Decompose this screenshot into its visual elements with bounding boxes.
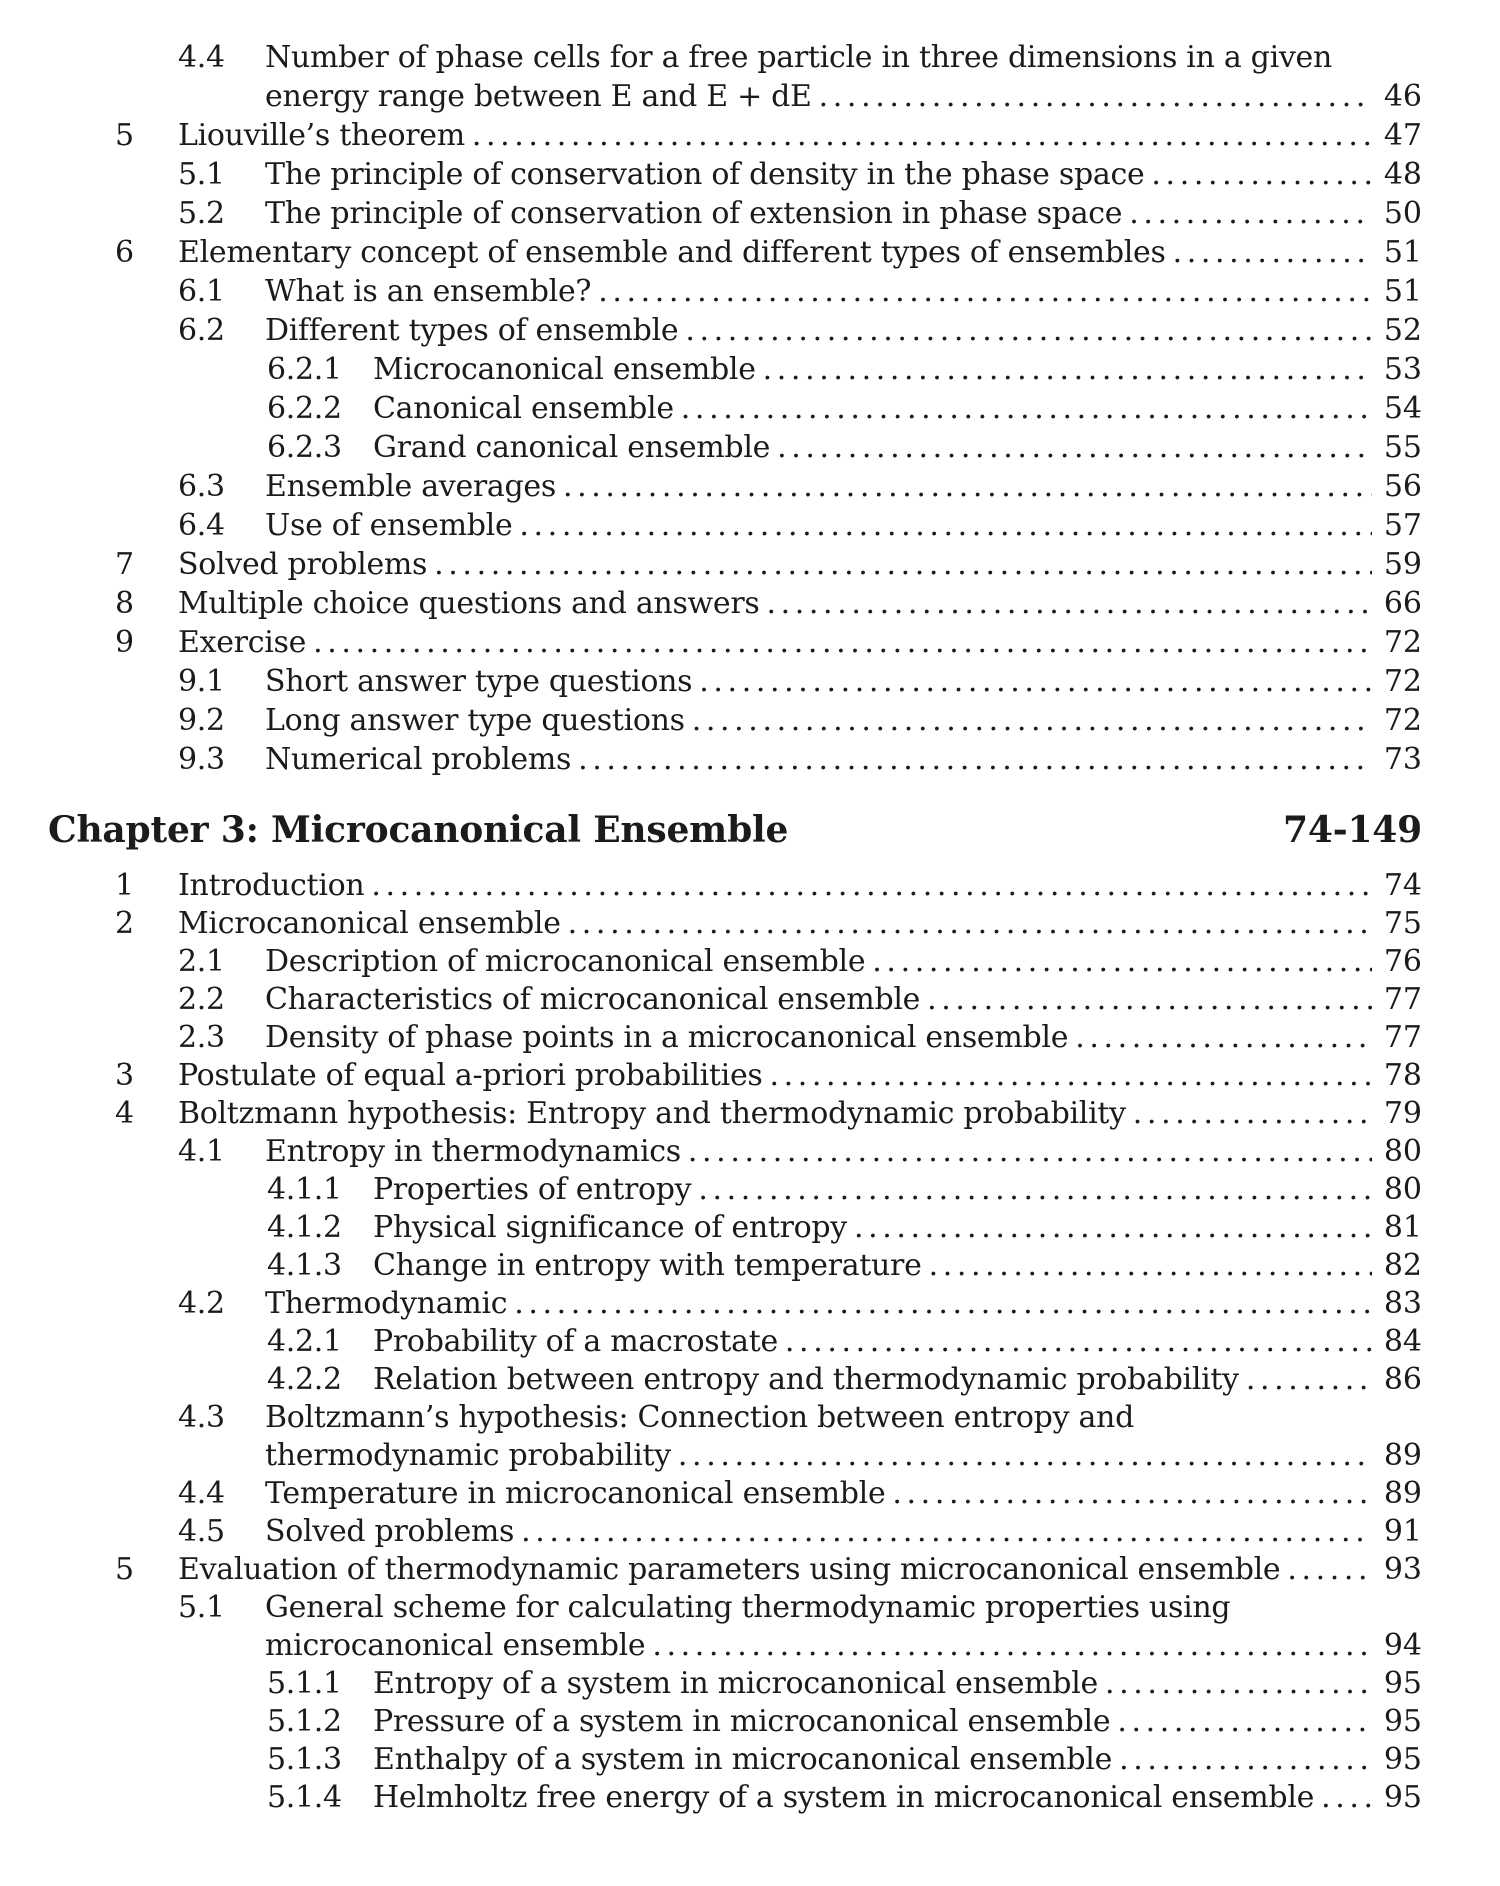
dot-leader bbox=[920, 981, 1377, 1019]
toc-entry-page: 53 bbox=[1383, 352, 1422, 387]
toc-entry bbox=[0, 1171, 1422, 1209]
toc-entry bbox=[0, 311, 1422, 350]
toc-entry bbox=[0, 1323, 1422, 1361]
toc-entry bbox=[0, 1475, 1422, 1513]
toc-entry-page: 95 bbox=[1383, 1704, 1422, 1739]
toc-entry-page: 91 bbox=[1383, 1514, 1422, 1549]
toc-entry-number: 5 bbox=[115, 118, 134, 153]
dot-leader bbox=[306, 623, 1377, 662]
dot-leader bbox=[1098, 1665, 1377, 1703]
toc-entry-page: 77 bbox=[1383, 982, 1422, 1017]
dot-leader bbox=[885, 1475, 1376, 1513]
toc-entry bbox=[0, 1551, 1422, 1589]
toc-entry-number: 6.2.3 bbox=[267, 430, 342, 465]
dot-leader bbox=[763, 1057, 1377, 1095]
toc-entry-title: What is an ensemble? bbox=[265, 274, 592, 309]
dot-leader bbox=[1112, 1741, 1377, 1779]
toc-entry-number: 4.1 bbox=[178, 1134, 225, 1169]
toc-entry-number: 4 bbox=[115, 1096, 134, 1131]
toc-entry-number: 4.1.3 bbox=[267, 1248, 342, 1283]
dot-leader bbox=[865, 943, 1377, 981]
toc-entry-title: Description of microcanonical ensemble bbox=[265, 944, 866, 979]
toc-entry-title: Enthalpy of a system in microcanonical ensemble bbox=[373, 1742, 1113, 1777]
dot-leader bbox=[556, 467, 1377, 506]
toc-entry-number: 4.1.1 bbox=[267, 1172, 342, 1207]
toc-entry-page: 51 bbox=[1383, 274, 1422, 309]
toc-entry-title: Microcanonical ensemble bbox=[178, 906, 561, 941]
toc-entry-title: Microcanonical ensemble bbox=[373, 352, 756, 387]
toc-entry-number: 2.1 bbox=[178, 944, 225, 979]
toc-entry-page: 95 bbox=[1383, 1742, 1422, 1777]
toc-entry-page: 81 bbox=[1383, 1210, 1422, 1245]
toc-entry-title: Pressure of a system in microcanonical ensemble bbox=[373, 1704, 1111, 1739]
toc-entry-title: Thermodynamic bbox=[265, 1286, 508, 1321]
chapter-page-range: 74-149 bbox=[1283, 809, 1422, 851]
dot-leader bbox=[507, 1285, 1377, 1323]
toc-entry bbox=[0, 867, 1422, 905]
chapter-heading bbox=[48, 808, 1422, 852]
toc-entry-title: Boltzmann’s hypothesis: Connection between entropy and bbox=[265, 1400, 1134, 1435]
toc-entry-title: energy range between E and E + dE bbox=[265, 79, 812, 114]
toc-entry-number: 4.3 bbox=[178, 1400, 225, 1435]
toc-entry-number: 7 bbox=[115, 547, 134, 582]
toc-entry-page: 66 bbox=[1383, 586, 1422, 621]
toc-entry-title: Properties of entropy bbox=[373, 1172, 692, 1207]
toc-entry bbox=[0, 1095, 1422, 1133]
toc-entry-title: Liouville’s theorem bbox=[178, 118, 465, 153]
dot-leader bbox=[681, 1133, 1377, 1171]
toc-entry-number: 5.1.4 bbox=[267, 1780, 342, 1815]
toc-entry bbox=[0, 1361, 1422, 1399]
toc-entry-title: Elementary concept of ensemble and different types of ensembles bbox=[178, 235, 1166, 270]
toc-entry-number: 9 bbox=[115, 625, 134, 660]
toc-entry-page: 75 bbox=[1383, 906, 1422, 941]
toc-entry-title: Physical significance of entropy bbox=[373, 1210, 847, 1245]
dot-leader bbox=[760, 584, 1377, 623]
toc-entry-title: General scheme for calculating thermodynamic properties using bbox=[265, 1590, 1231, 1625]
toc-entry-page: 80 bbox=[1383, 1172, 1422, 1207]
toc-entry bbox=[0, 1285, 1422, 1323]
toc-entry-page: 94 bbox=[1383, 1628, 1422, 1663]
toc-entry bbox=[0, 1741, 1422, 1779]
toc-entry-page: 48 bbox=[1383, 157, 1422, 192]
toc-entry-page: 57 bbox=[1383, 508, 1422, 543]
toc-entry bbox=[0, 272, 1422, 311]
toc-entry-title: Multiple choice questions and answers bbox=[178, 586, 760, 621]
toc-entry-page: 93 bbox=[1383, 1552, 1422, 1587]
toc-entry-title: Probability of a macrostate bbox=[373, 1324, 778, 1359]
dot-leader bbox=[1110, 1703, 1377, 1741]
chapter-title: Chapter 3: Microcanonical Ensemble bbox=[48, 809, 789, 851]
toc-entry-number: 1 bbox=[115, 868, 134, 903]
toc-list-before-chapter bbox=[0, 0, 1500, 779]
toc-entry-page: 72 bbox=[1383, 625, 1422, 660]
dot-leader bbox=[1280, 1551, 1376, 1589]
toc-entry bbox=[0, 389, 1422, 428]
toc-entry-title: Long answer type questions bbox=[265, 703, 685, 738]
toc-entry-page: 52 bbox=[1383, 313, 1422, 348]
dot-leader bbox=[847, 1209, 1377, 1247]
toc-entry-title: Ensemble averages bbox=[265, 469, 556, 504]
dot-leader bbox=[685, 701, 1377, 740]
toc-entry-page: 77 bbox=[1383, 1020, 1422, 1055]
toc-entry-number: 4.4 bbox=[178, 40, 225, 75]
toc-entry-page: 72 bbox=[1383, 703, 1422, 738]
toc-entry-number: 6.1 bbox=[178, 274, 225, 309]
toc-entry-page: 50 bbox=[1383, 196, 1422, 231]
toc-entry-number: 6.2 bbox=[178, 313, 225, 348]
toc-entry-number: 6.3 bbox=[178, 469, 225, 504]
toc-entry bbox=[0, 350, 1422, 389]
toc-entry-number: 8 bbox=[115, 586, 134, 621]
toc-entry bbox=[0, 1133, 1422, 1171]
toc-entry-title: Numerical problems bbox=[265, 742, 572, 777]
toc-entry-number: 5.1.3 bbox=[267, 1742, 342, 1777]
toc-entry-title: Solved problems bbox=[265, 1514, 515, 1549]
toc-entry-title: Canonical ensemble bbox=[373, 391, 674, 426]
toc-entry bbox=[0, 194, 1422, 233]
toc-entry bbox=[0, 116, 1422, 155]
toc-entry-page: 83 bbox=[1383, 1286, 1422, 1321]
toc-entry-title: Entropy in thermodynamics bbox=[265, 1134, 681, 1169]
toc-entry-page: 80 bbox=[1383, 1134, 1422, 1169]
toc-entry bbox=[0, 545, 1422, 584]
toc-entry bbox=[0, 1057, 1422, 1095]
toc-entry bbox=[0, 1399, 1422, 1437]
toc-entry-title: Relation between entropy and thermodynamic probability bbox=[373, 1362, 1239, 1397]
toc-entry-page: 89 bbox=[1383, 1476, 1422, 1511]
dot-leader bbox=[756, 350, 1377, 389]
dot-leader bbox=[1068, 1019, 1377, 1057]
toc-entry-number: 6.2.2 bbox=[267, 391, 342, 426]
toc-entry-title: Density of phase points in a microcanonical ensemble bbox=[265, 1020, 1069, 1055]
toc-entry-title: Temperature in microcanonical ensemble bbox=[265, 1476, 886, 1511]
toc-entry-title: The principle of conservation of density in the phase space bbox=[265, 157, 1145, 192]
toc-entry-number: 9.1 bbox=[178, 664, 225, 699]
toc-entry-number: 5 bbox=[115, 1552, 134, 1587]
toc-entry-page: 95 bbox=[1383, 1780, 1422, 1815]
dot-leader bbox=[778, 1323, 1377, 1361]
toc-entry-number: 5.1.2 bbox=[267, 1704, 342, 1739]
toc-entry-continuation bbox=[265, 1437, 1422, 1475]
dot-leader bbox=[770, 428, 1377, 467]
toc-entry-number: 5.1.1 bbox=[267, 1666, 342, 1701]
toc-entry-number: 2.2 bbox=[178, 982, 225, 1017]
toc-entry bbox=[0, 1513, 1422, 1551]
dot-leader bbox=[514, 1513, 1377, 1551]
toc-entry-number: 3 bbox=[115, 1058, 134, 1093]
toc-entry-page: 89 bbox=[1383, 1438, 1422, 1473]
toc-entry-number: 5.1 bbox=[178, 157, 225, 192]
toc-entry-page: 51 bbox=[1383, 235, 1422, 270]
dot-leader bbox=[561, 905, 1377, 943]
toc-entry-page: 95 bbox=[1383, 1666, 1422, 1701]
toc-entry bbox=[0, 38, 1422, 77]
toc-entry-continuation bbox=[265, 1627, 1422, 1665]
dot-leader bbox=[1166, 233, 1377, 272]
toc-entry-page: 78 bbox=[1383, 1058, 1422, 1093]
dot-leader bbox=[1126, 1095, 1377, 1133]
toc-entry-title: Characteristics of microcanonical ensemble bbox=[265, 982, 921, 1017]
dot-leader bbox=[645, 1627, 1376, 1665]
dot-leader bbox=[812, 77, 1377, 116]
toc-entry-title: Different types of ensemble bbox=[265, 313, 679, 348]
toc-entry-title: Change in entropy with temperature bbox=[373, 1248, 922, 1283]
toc-entry bbox=[0, 1589, 1422, 1627]
toc-entry-number: 4.2 bbox=[178, 1286, 225, 1321]
dot-leader bbox=[512, 506, 1376, 545]
toc-entry-title: Evaluation of thermodynamic parameters using microcanonical ensemble bbox=[178, 1552, 1281, 1587]
toc-entry bbox=[0, 1019, 1422, 1057]
toc-entry-page: 47 bbox=[1383, 118, 1422, 153]
dot-leader bbox=[674, 389, 1377, 428]
toc-entry-page: 79 bbox=[1383, 1096, 1422, 1131]
toc-entry-page: 74 bbox=[1383, 868, 1422, 903]
toc-entry-title: Use of ensemble bbox=[265, 508, 513, 543]
toc-entry-page: 73 bbox=[1383, 742, 1422, 777]
toc-entry-page: 56 bbox=[1383, 469, 1422, 504]
dot-leader bbox=[571, 740, 1377, 779]
toc-entry-title: The principle of conservation of extension in phase space bbox=[265, 196, 1123, 231]
toc-entry-number: 2 bbox=[115, 906, 134, 941]
toc-entry bbox=[0, 428, 1422, 467]
dot-leader bbox=[591, 272, 1377, 311]
toc-entry-page: 86 bbox=[1383, 1362, 1422, 1397]
toc-entry bbox=[0, 905, 1422, 943]
toc-entry-number: 4.2.2 bbox=[267, 1362, 342, 1397]
toc-entry bbox=[0, 740, 1422, 779]
dot-leader bbox=[678, 311, 1376, 350]
dot-leader bbox=[1144, 155, 1376, 194]
toc-entry-continuation bbox=[265, 77, 1422, 116]
dot-leader bbox=[1314, 1779, 1377, 1817]
toc-entry-page: 76 bbox=[1383, 944, 1422, 979]
toc-entry-title: Boltzmann hypothesis: Entropy and thermodynamic probability bbox=[178, 1096, 1126, 1131]
toc-entry-page: 82 bbox=[1383, 1248, 1422, 1283]
toc-entry-title: Exercise bbox=[178, 625, 307, 660]
dot-leader bbox=[364, 867, 1376, 905]
toc-entry bbox=[0, 1247, 1422, 1285]
toc-entry bbox=[0, 1665, 1422, 1703]
toc-entry-page: 46 bbox=[1383, 79, 1422, 114]
toc-entry bbox=[0, 506, 1422, 545]
toc-entry-number: 4.2.1 bbox=[267, 1324, 342, 1359]
toc-entry-page: 55 bbox=[1383, 430, 1422, 465]
dot-leader bbox=[922, 1247, 1377, 1285]
toc-entry-number: 6.4 bbox=[178, 508, 225, 543]
toc-entry-page: 84 bbox=[1383, 1324, 1422, 1359]
toc-entry-title: Introduction bbox=[178, 868, 365, 903]
toc-entry-number: 9.2 bbox=[178, 703, 225, 738]
dot-leader bbox=[1239, 1361, 1377, 1399]
toc-entry-title: Short answer type questions bbox=[265, 664, 693, 699]
toc-entry-number: 6.2.1 bbox=[267, 352, 342, 387]
toc-entry-number: 5.1 bbox=[178, 1590, 225, 1625]
dot-leader bbox=[671, 1437, 1377, 1475]
toc-entry-number: 4.1.2 bbox=[267, 1210, 342, 1245]
toc-entry bbox=[0, 701, 1422, 740]
dot-leader bbox=[1122, 194, 1377, 233]
toc-list-chapter-sections bbox=[0, 852, 1500, 1817]
toc-entry-page: 54 bbox=[1383, 391, 1422, 426]
dot-leader bbox=[692, 662, 1377, 701]
toc-entry bbox=[0, 584, 1422, 623]
toc-entry-number: 5.2 bbox=[178, 196, 225, 231]
toc-entry-number: 6 bbox=[115, 235, 134, 270]
toc-entry bbox=[0, 623, 1422, 662]
toc-entry-title: Solved problems bbox=[178, 547, 428, 582]
toc-entry bbox=[0, 1209, 1422, 1247]
dot-leader bbox=[465, 116, 1377, 155]
dot-leader bbox=[427, 545, 1377, 584]
toc-entry-page: 59 bbox=[1383, 547, 1422, 582]
toc-entry-number: 9.3 bbox=[178, 742, 225, 777]
toc-entry bbox=[0, 155, 1422, 194]
toc-entry-title: Number of phase cells for a free particle in three dimensions in a given bbox=[265, 40, 1332, 75]
toc-entry bbox=[0, 662, 1422, 701]
toc-entry bbox=[0, 233, 1422, 272]
toc-entry-number: 4.4 bbox=[178, 1476, 225, 1511]
toc-entry-page: 72 bbox=[1383, 664, 1422, 699]
toc-entry bbox=[0, 467, 1422, 506]
toc-entry bbox=[0, 1703, 1422, 1741]
toc-entry-title: thermodynamic probability bbox=[265, 1438, 671, 1473]
toc-entry-number: 2.3 bbox=[178, 1020, 225, 1055]
toc-entry bbox=[0, 981, 1422, 1019]
toc-entry-title: Helmholtz free energy of a system in microcanonical ensemble bbox=[373, 1780, 1315, 1815]
toc-entry-title: microcanonical ensemble bbox=[265, 1628, 646, 1663]
toc-entry bbox=[0, 1779, 1422, 1817]
toc-entry-number: 4.5 bbox=[178, 1514, 225, 1549]
toc-entry bbox=[0, 943, 1422, 981]
toc-entry-title: Entropy of a system in microcanonical ensemble bbox=[373, 1666, 1098, 1701]
toc-entry-title: Postulate of equal a-priori probabilities bbox=[178, 1058, 763, 1093]
toc-entry-title: Grand canonical ensemble bbox=[373, 430, 771, 465]
dot-leader bbox=[691, 1171, 1377, 1209]
